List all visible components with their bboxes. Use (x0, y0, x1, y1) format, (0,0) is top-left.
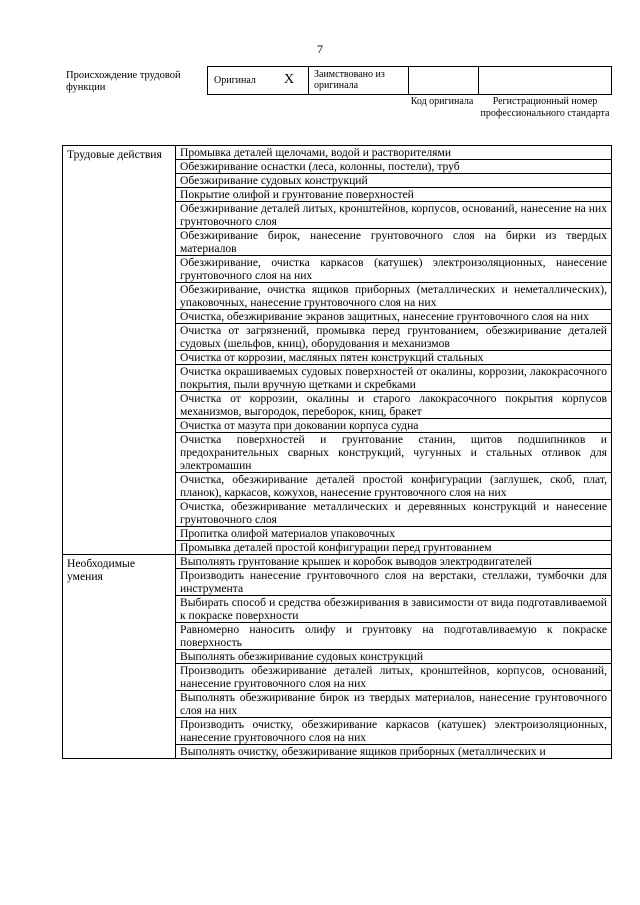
borrowed-label: Заимствовано из оригинала (314, 69, 385, 91)
functions-table-body (63, 146, 612, 759)
list-item: Выполнять очистку, обезжиривание ящиков приборных (металлических и (176, 745, 612, 759)
list-item: Выполнять обезжиривание бирок из твердых материалов, нанесение грунтовочного слоя на них (176, 691, 612, 718)
list-item: Производить обезжиривание деталей литых, кронштейнов, корпусов, оснований, нанесение грунтовочного слоя на них (176, 664, 612, 691)
origin-table (207, 66, 612, 95)
list-item: Промывка деталей щелочами, водой и растворителями (176, 146, 612, 160)
list-item: Очистка поверхностей и грунтование станин, щитов подшипников и предохранительных сварных конструкций, чугунных и стальных отливок для электромашин (176, 433, 612, 473)
code-caption: Код оригинала (410, 96, 474, 107)
origin-divider (478, 67, 479, 94)
list-item: Обезжиривание бирок, нанесение грунтовочного слоя на бирки из твердых материалов (176, 229, 612, 256)
list-item: Очистка от коррозии, масляных пятен конструкций стальных (176, 351, 612, 365)
list-item: Покрытие олифой и грунтование поверхностей (176, 188, 612, 202)
origin-divider (408, 67, 409, 94)
list-item: Выполнять обезжиривание судовых конструкций (176, 650, 612, 664)
origin-divider (308, 67, 309, 94)
section-title: Необходимые умения (63, 555, 176, 759)
list-item: Равномерно наносить олифу и грунтовку на подготавливаемую к покраске поверхность (176, 623, 612, 650)
reg-number-caption: Регистрационный номер профессионального стандарта (480, 96, 610, 119)
list-item: Очистка окрашиваемых судовых поверхностей от окалины, коррозии, лакокрасочного покрытия, пыли вручную щетками и скребками (176, 365, 612, 392)
list-item: Очистка, обезжиривание деталей простой конфигурации (заглушек, скоб, плат, планок), каркасов, кожухов, нанесение грунтовочного слоя на них (176, 473, 612, 500)
page-number: 7 (317, 42, 323, 56)
list-item: Промывка деталей простой конфигурации перед грунтованием (176, 541, 612, 555)
list-item: Обезжиривание судовых конструкций (176, 174, 612, 188)
list-item: Выполнять грунтование крышек и коробок выводов электродвигателей (176, 555, 612, 569)
section-title: Трудовые действия (63, 146, 176, 555)
table-row (63, 555, 612, 569)
list-item: Очистка от мазута при доковании корпуса судна (176, 419, 612, 433)
list-item: Выбирать способ и средства обезжиривания в зависимости от вида подготавливаемой к покраске поверхности (176, 596, 612, 623)
list-item: Очистка, обезжиривание экранов защитных, нанесение грунтовочного слоя на них (176, 310, 612, 324)
table-row (63, 146, 612, 160)
original-mark: X (284, 72, 295, 87)
list-item: Производить очистку, обезжиривание каркасов (катушек) электроизоляционных, нанесение грунтовочного слоя на них (176, 718, 612, 745)
list-item: Пропитка олифой материалов упаковочных (176, 527, 612, 541)
list-item: Обезжиривание оснастки (леса, колонны, постели), труб (176, 160, 612, 174)
list-item: Очистка от загрязнений, промывка перед грунтованием, обезжиривание деталей судовых (шельфов, книц), оборудования и механизмов (176, 324, 612, 351)
origin-label: Происхождение трудовой функции (66, 70, 181, 93)
list-item: Очистка, обезжиривание металлических и деревянных конструкций и нанесение грунтовочного слоя (176, 500, 612, 527)
original-label: Оригинал (214, 75, 256, 86)
functions-table (62, 145, 612, 759)
list-item: Обезжиривание деталей литых, кронштейнов, корпусов, оснований, нанесение на них грунтовочного слоя (176, 202, 612, 229)
list-item: Производить нанесение грунтовочного слоя на верстаки, стеллажи, тумбочки для инструмента (176, 569, 612, 596)
list-item: Обезжиривание, очистка каркасов (катушек) электроизоляционных, нанесение грунтовочного слоя на них (176, 256, 612, 283)
list-item: Очистка от коррозии, окалины и старого лакокрасочного покрытия корпусов механизмов, выгородок, переборок, книц, бракет (176, 392, 612, 419)
list-item: Обезжиривание, очистка ящиков приборных (металлических и неметаллических), упаковочных, нанесение грунтовочного слоя на них (176, 283, 612, 310)
